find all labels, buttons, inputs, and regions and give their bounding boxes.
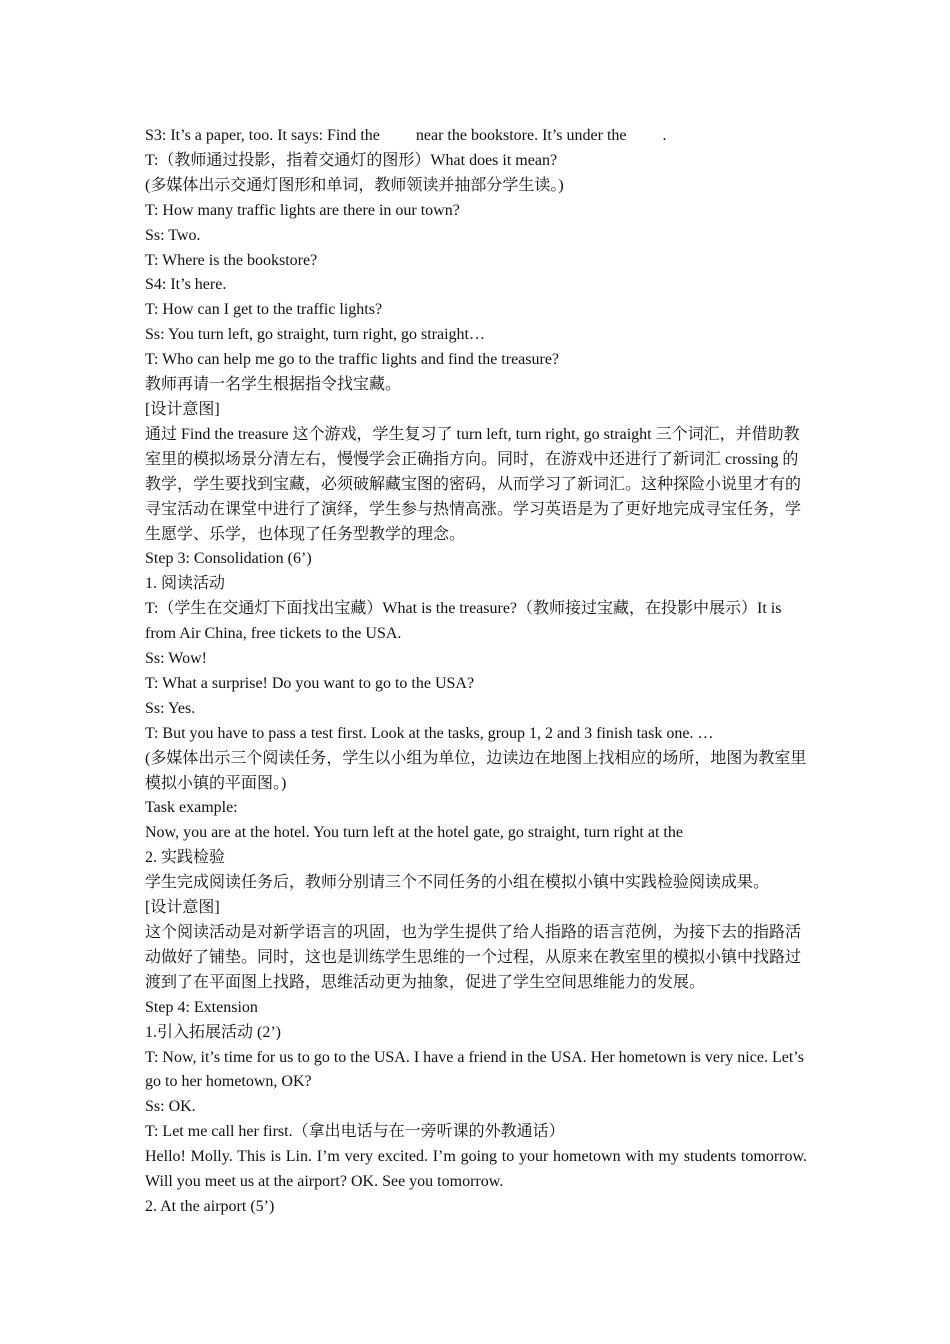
teacher-note: 学生完成阅读任务后，教师分别请三个不同任务的小组在模拟小镇中实践检验阅读成果。 [145,874,770,892]
document-body [145,124,807,1220]
dialogue-line: Ss: Two. [145,226,201,244]
task-label: Task example: [145,799,238,817]
dialogue-line: T: What a surprise! Do you want to go to the USA? [145,674,475,692]
sub-heading: 2. At the airport (5’) [145,1197,275,1215]
dialogue-line: Ss: OK. [145,1098,196,1116]
step-heading: Step 4: Extension [145,998,258,1016]
section-label: [设计意图] [145,899,220,917]
sub-heading: 2. 实践检验 [145,849,226,867]
dialogue-line: S3: It’s a paper, too. It says: Find the near the bookstore. It’s under the . [145,127,667,144]
teacher-note: 教师再请一名学生根据指令找宝藏。 [145,376,402,394]
dialogue-line: T: Who can help me go to the traffic lights and find the treasure? [145,351,560,369]
phone-call-paragraph: Hello! Molly. This is Lin. I’m very excited. I’m going to your hometown with my students tomorrow. Will you meet us at the airport? OK. See you tomorrow. [145,1148,807,1191]
sub-heading: 1. 阅读活动 [145,575,226,593]
dialogue-line: T: How can I get to the traffic lights? [145,301,383,319]
section-label: [设计意图] [145,400,220,418]
dialogue-line: T: How many traffic lights are there in our town? [145,201,460,219]
dialogue-line: Ss: Yes. [145,699,196,717]
step-heading: Step 3: Consolidation (6’) [145,550,312,568]
dialogue-line: Ss: You turn left, go straight, turn right, go straight… [145,326,485,344]
stage-direction: (多媒体出示交通灯图形和单词，教师领读并抽部分学生读。) [145,176,564,194]
dialogue-paragraph: T:（学生在交通灯下面找出宝藏）What is the treasure?（教师接过宝藏，在投影中展示）It is from Air China, free tickets to the USA. [145,600,782,643]
stage-direction-paragraph: (多媒体出示三个阅读任务，学生以小组为单位，边读边在地图上找相应的场所，地图为教室里模拟小镇的平面图。) [145,749,807,792]
design-intent-paragraph: 这个阅读活动是对新学语言的巩固，也为学生提供了给人指路的语言范例，为接下去的指路活动做好了铺垫。同时，这也是训练学生思维的一个过程，从原来在教室里的模拟小镇中找路过渡到了在平面图上找路，思维活动更为抽象，促进了学生空间思维能力的发展。 [145,924,802,991]
dialogue-paragraph: T: Now, it’s time for us to go to the USA. I have a friend in the USA. Her hometown is very nice. Let’s go to her hometown, OK? [145,1048,804,1091]
dialogue-line: T: Where is the bookstore? [145,251,318,269]
dialogue-line: T: But you have to pass a test first. Look at the tasks, group 1, 2 and 3 finish task one. … [145,724,714,742]
dialogue-line: T:（教师通过投影，指着交通灯的图形）What does it mean? [145,151,558,169]
dialogue-line: T: Let me call her first.（拿出电话与在一旁听课的外教通话） [145,1123,565,1141]
dialogue-line: S4: It’s here. [145,276,227,294]
sub-heading: 1.引入拓展活动 (2’) [145,1023,281,1041]
dialogue-line: Ss: Wow! [145,650,207,668]
task-example: Now, you are at the hotel. You turn left at the hotel gate, go straight, turn right at the [145,824,683,842]
design-intent-paragraph: 通过 Find the treasure 这个游戏，学生复习了 turn left, turn right, go straight 三个词汇，并借助教室里的模拟场景分清左右，慢慢学会正确指方向。同时，在游戏中还进行了新词汇 crossing 的教学，学生要找到宝藏，必须破解藏宝图的密码，从而学习了新词汇。这种探险小说里才有的寻宝活动在课堂中进行了演绎，学生参与热情高涨。学习英语是为了更好地完成寻宝任务，学生愿学、乐学，也体现了任务型教学的理念。 [145,425,802,543]
